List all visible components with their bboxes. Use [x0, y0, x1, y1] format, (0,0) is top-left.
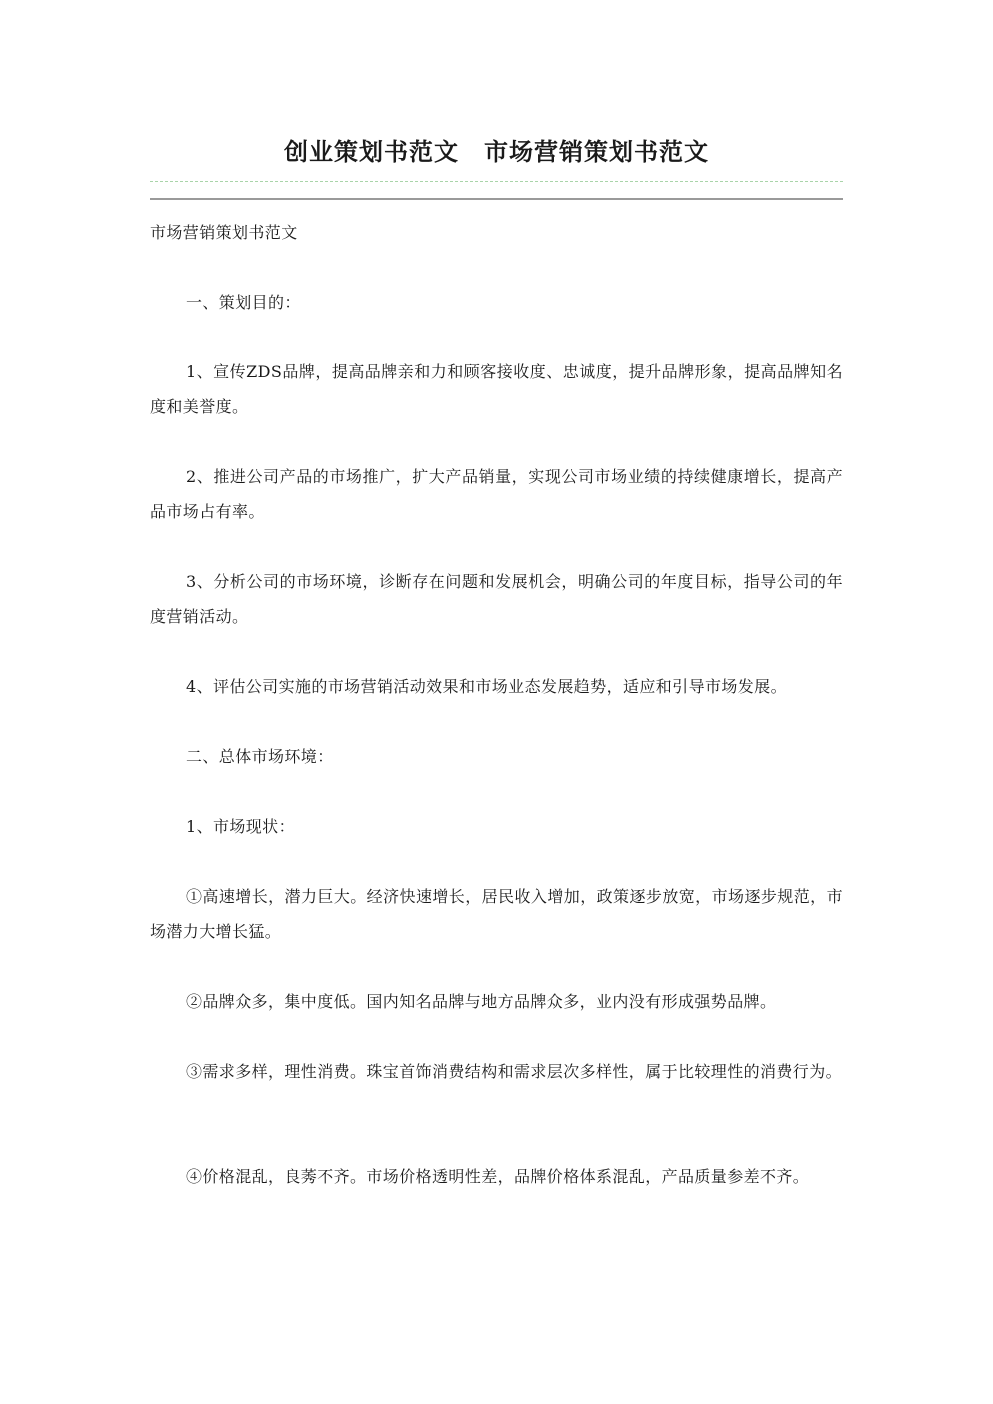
paragraph-status-1: ①高速增长，潜力巨大。经济快速增长，居民收入增加，政策逐步放宽，市场逐步规范，市场潜力大增长猛。	[150, 887, 843, 941]
paragraph-purpose-1: 1、宣传ZDS品牌，提高品牌亲和力和顾客接收度、忠诚度，提升品牌形象，提高品牌知名度和美誉度。	[150, 362, 843, 416]
section-heading-market: 二、总体市场环境：	[186, 747, 334, 766]
paragraph-status-4: ④价格混乱，良莠不齐。市场价格透明性差，品牌价格体系混乱，产品质量参差不齐。	[186, 1167, 810, 1186]
paragraph-status-2: ②品牌众多，集中度低。国内知名品牌与地方品牌众多，业内没有形成强势品牌。	[186, 992, 777, 1011]
paragraph-purpose-3: 3、分析公司的市场环境，诊断存在问题和发展机会，明确公司的年度目标，指导公司的年度营销活动。	[150, 572, 843, 626]
paragraph-purpose-2: 2、推进公司产品的市场推广，扩大产品销量，实现公司市场业绩的持续健康增长，提高产品市场占有率。	[150, 467, 843, 521]
document-title: 创业策划书范文 市场营销策划书范文	[284, 137, 709, 166]
paragraph-status-3: ③需求多样，理性消费。珠宝首饰消费结构和需求层次多样性，属于比较理性的消费行为。	[186, 1062, 843, 1081]
section-heading-purpose: 一、策划目的：	[186, 293, 301, 312]
subsection-heading-status: 1、市场现状：	[186, 817, 295, 836]
document-subtitle: 市场营销策划书范文	[150, 223, 298, 242]
dashed-divider	[150, 181, 843, 182]
paragraph-purpose-4: 4、评估公司实施的市场营销活动效果和市场业态发展趋势，适应和引导市场发展。	[186, 677, 787, 696]
solid-divider	[150, 198, 843, 200]
